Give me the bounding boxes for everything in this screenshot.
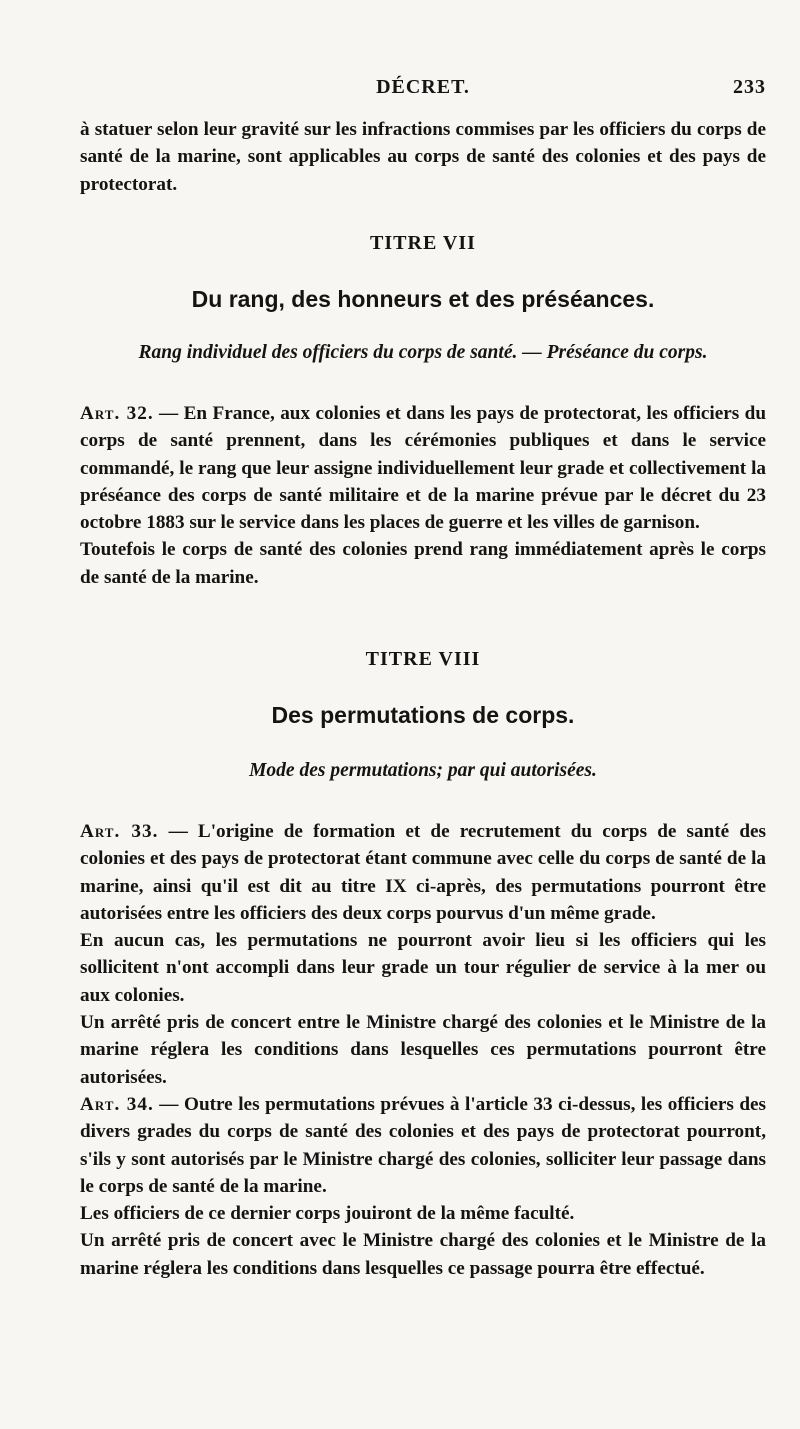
article-34-para2: Les officiers de ce dernier corps jouiront de la même faculté. — [80, 1203, 575, 1225]
titre-7-heading: Du rang, des honneurs et des préséances. — [191, 286, 655, 312]
running-header — [80, 76, 766, 106]
titre-8-subheading: Mode des permutations; par qui autorisées. — [249, 760, 597, 781]
article-34-text: — Outre les permutations prévues à l'article 33 ci-dessus, les officiers des divers grades du corps de santé des colonies et des pays de protectorat pourront, s'ils y sont autorisés par le Ministre chargé des colonies, solliciter leur passage dans le corps de santé de la marine. — [80, 1093, 766, 1197]
titre-8-heading: Des permutations de corps. — [271, 702, 575, 728]
article-34-para3: Un arrêté pris de concert avec le Ministre chargé des colonies et le Ministre de la marine réglera les conditions dans lesquelles ce passage pourra être effectué. — [80, 1230, 766, 1279]
article-32 — [80, 400, 766, 591]
article-33-para3: Un arrêté pris de concert entre le Ministre chargé des colonies et le Ministre de la marine réglera les conditions dans lesquelles ces permutations pourront être autorisées. — [80, 1012, 766, 1088]
intro-paragraph — [80, 116, 766, 198]
article-32-text: — En France, aux colonies et dans les pays de protectorat, les officiers du corps de santé prennent, dans les cérémonies publiques et dans le service commandé, le rang que leur assigne individuellement leur grade et collectivement la préséance des corps de santé militaire et de la marine prévue par le décret du 23 octobre 1883 sur le service dans les places de guerre et les villes de garnison. — [80, 403, 766, 534]
article-33-label: Art. 33. — [80, 821, 159, 842]
page-number: 233 — [733, 76, 766, 98]
header-title: DÉCRET. — [376, 76, 470, 98]
article-33-para2: En aucun cas, les permutations ne pourront avoir lieu si les officiers qui les sollicitent n'ont accompli dans leur grade un tour régulier de service à la mer ou aux colonies. — [80, 930, 766, 1006]
article-34-label: Art. 34. — [80, 1093, 154, 1115]
titre-7-label: TITRE VII — [370, 232, 476, 254]
titre-8-label: TITRE VIII — [365, 648, 481, 670]
article-32-para2: Toutefois le corps de santé des colonies prend rang immédiatement après le corps de santé de la marine. — [80, 539, 766, 588]
article-33 — [80, 818, 766, 1282]
article-33-text: — L'origine de formation et de recrutement du corps de santé des colonies et des pays de protectorat étant commune avec celle du corps de santé de la marine, ainsi qu'il est dit au titre IX ci-après, des permutations pourront être autorisées entre les officiers des deux corps pourvus d'un même grade. — [80, 821, 766, 924]
titre-7-subheading: Rang individuel des officiers du corps de santé. — Préséance du corps. — [138, 342, 708, 363]
intro-text: à statuer selon leur gravité sur les infractions commises par les officiers du corps de santé de la marine, sont applicables au corps de santé des colonies et des pays de protectorat. — [80, 119, 766, 195]
article-32-label: Art. 32. — [80, 403, 154, 424]
